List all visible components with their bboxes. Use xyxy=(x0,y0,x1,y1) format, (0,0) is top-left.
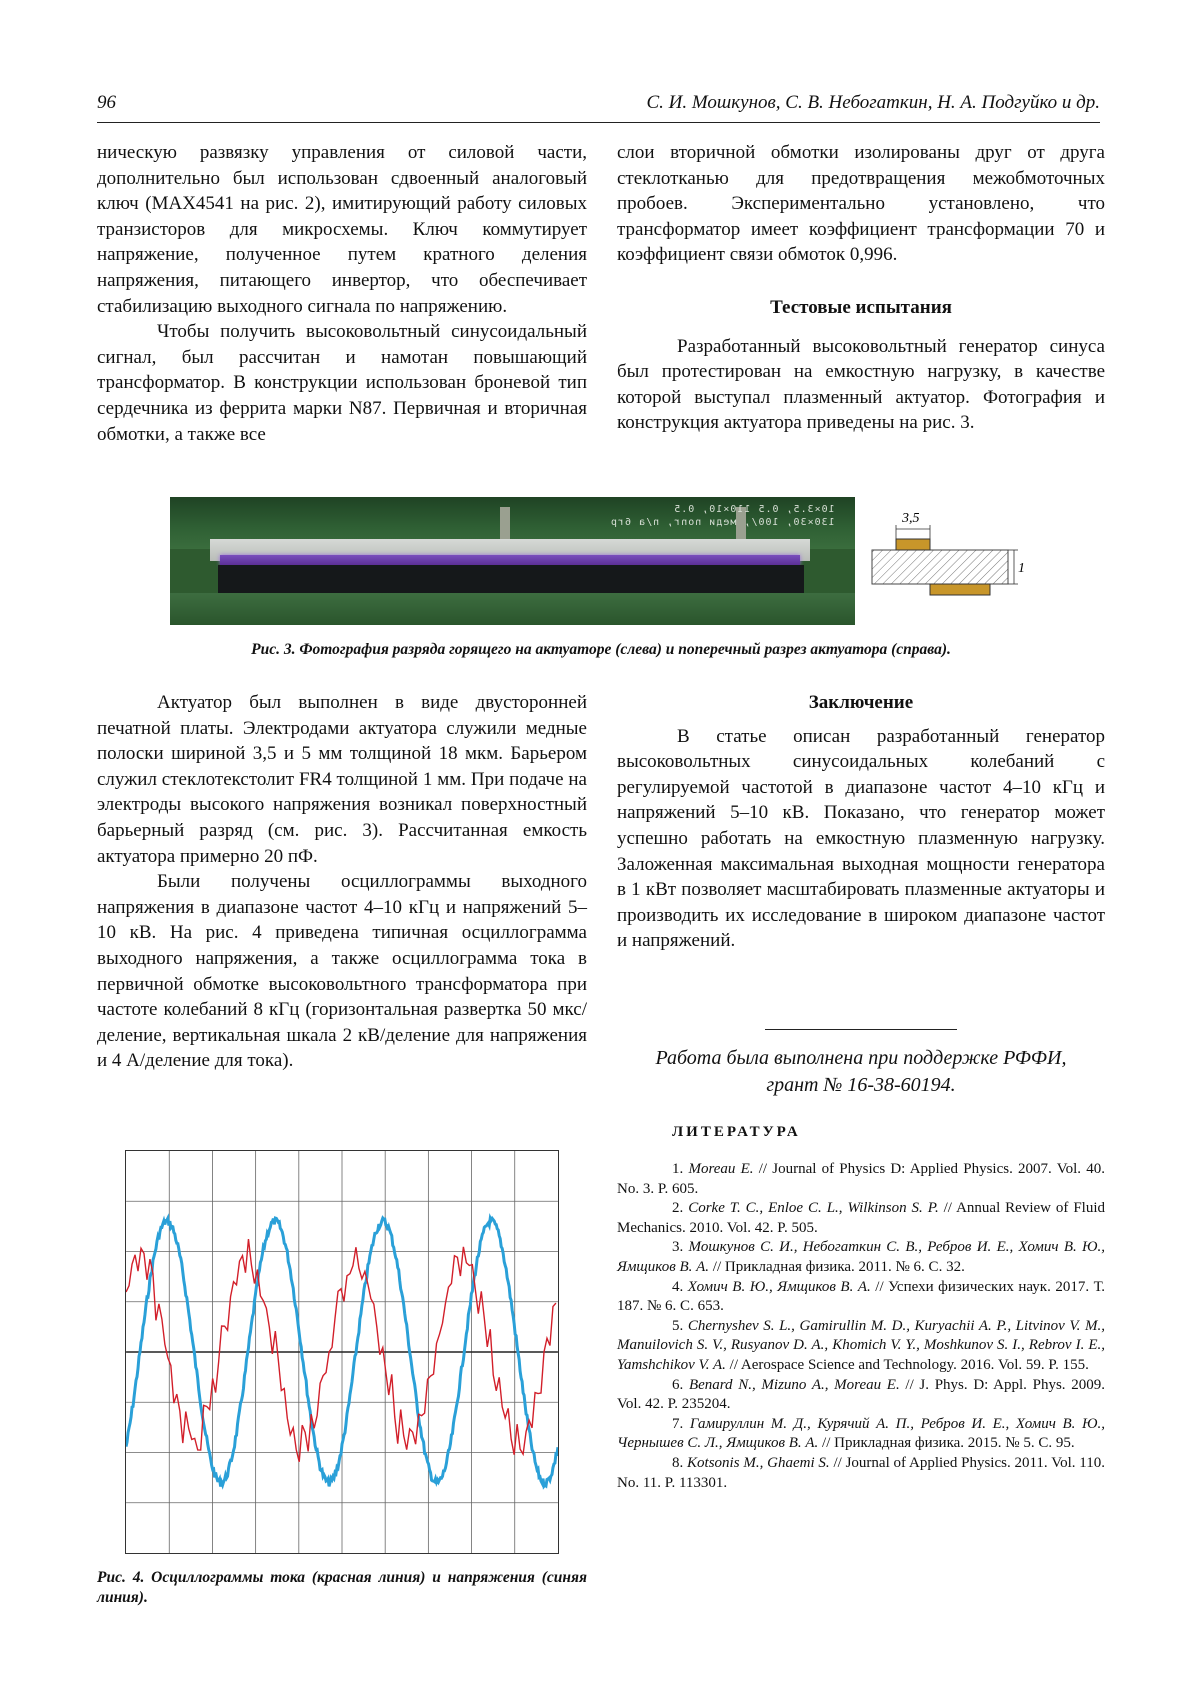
reference-source: // Journal of Applied Physics. 2011. Vol. 110. No. 11. P. 113301. xyxy=(617,1454,1106,1491)
reference-authors: Kotsonis M., Ghaemi S. xyxy=(687,1454,830,1471)
width-dimension-label: 3,5 xyxy=(902,511,920,526)
section-title-conclusion: Заключение xyxy=(808,692,914,713)
pcb-silkscreen-text: 10×3.5, 0.5 110×10, 0.5 130×30, 100/, меди nonr, n/a 6rp xyxy=(610,504,835,528)
reference-item xyxy=(617,1160,1105,1199)
reference-source: // J. Phys. D: Appl. Phys. 2009. Vol. 42. P. 235204. xyxy=(617,1376,1105,1413)
oscillogram-plot xyxy=(125,1150,559,1554)
reference-source: // Aerospace Science and Technology. 2016. Vol. 59. P. 155. xyxy=(725,1356,1089,1373)
dielectric-barrier xyxy=(872,550,1008,584)
current-trace xyxy=(126,1239,556,1462)
reference-list xyxy=(617,1160,1105,1493)
reference-authors: Moreau E. xyxy=(688,1161,754,1177)
dark-gap xyxy=(218,565,804,593)
page-number: 96 xyxy=(97,92,116,113)
height-dimension-label: 1 xyxy=(1018,561,1025,576)
paragraph: Были получены осциллограммы выходного напряжения в диапазоне частот 4–10 кГц и напряжений 5–10 кВ. На рис. 4 приведена типичная осциллограмма выходного напряжения, а также осциллограмма тока в первичной обмотке высоковольтного трансформатора при частоте колебаний 8 кГц (горизонтальная развертка 50 мкс/деление, вертикальная шкала 2 кВ/деление для напряжения и 4 А/деление для тока). xyxy=(97,871,587,1072)
reference-authors: Мошкунов С. И., Небогаткин С. В., Ребров И. Е., Хомич В. Ю., Ямщиков В. А. xyxy=(617,1239,1105,1275)
right-column-lower xyxy=(617,690,1105,954)
pcb-bottom-band xyxy=(170,593,855,625)
left-column-upper xyxy=(97,140,587,447)
reference-source: // Annual Review of Fluid Mechanics. 2010. Vol. 42. P. 505. xyxy=(617,1200,1106,1236)
reference-number: 4. xyxy=(672,1278,688,1295)
reference-number: 8. xyxy=(672,1454,688,1471)
section-title-tests: Тестовые испытания xyxy=(770,296,952,318)
reference-source: // Прикладная физика. 2015. № 5. С. 95. xyxy=(818,1435,1075,1452)
paragraph: ническую развязку управления от силовой части, дополнительно был использован сдвоенный аналоговый ключ (MAX4541 на рис. 2), имитирующий работу силовых транзисторов для микросхемы. Ключ коммутирует напряжение, полученное путем кратного деления напряжения, питающего инвертор, что обеспечивает стабилизацию выходного сигнала по напряжению. xyxy=(97,142,587,317)
reference-number: 1. xyxy=(672,1161,689,1177)
reference-item xyxy=(617,1199,1105,1238)
reference-number: 3. xyxy=(672,1239,689,1256)
reference-number: 6. xyxy=(672,1376,689,1393)
header-rule xyxy=(97,122,1100,123)
oscillogram-grid xyxy=(126,1151,558,1553)
acknowledgement-rule xyxy=(765,1029,957,1030)
right-column-upper xyxy=(617,140,1105,436)
reference-authors: Benard N., Mizuno A., Moreau E. xyxy=(688,1376,900,1393)
reference-source: // Прикладная физика. 2011. № 6. С. 32. xyxy=(709,1258,965,1275)
reference-number: 5. xyxy=(672,1317,688,1334)
reference-item xyxy=(617,1278,1105,1317)
reference-item xyxy=(617,1376,1105,1415)
reference-number: 7. xyxy=(672,1415,690,1432)
reference-authors: Хомич В. Ю., Ямщиков В. А. xyxy=(687,1278,871,1295)
actuator-cross-section xyxy=(868,505,1028,613)
reference-item xyxy=(617,1415,1105,1454)
top-electrode xyxy=(896,539,930,550)
reference-item xyxy=(617,1238,1105,1277)
bottom-electrode xyxy=(930,584,990,595)
paragraph: Разработанный высоковольтный генератор синуса был протестирован на емкостную нагрузку, в качестве которой выступал плазменный актуатор. Фотография и конструкция актуатора приведены на рис. 3. xyxy=(617,335,1105,434)
reference-authors: Corke T. C., Enloe C. L., Wilkinson S. P. xyxy=(688,1200,939,1217)
reference-source: // Journal of Physics D: Applied Physics. 2007. Vol. 40. No. 3. P. 605. xyxy=(617,1161,1105,1197)
running-header-authors: С. И. Мошкунов, С. В. Небогаткин, Н. А. Подгуйко и др. xyxy=(646,92,1100,113)
reference-source: // Успехи физических наук. 2017. Т. 187. № 6. С. 653. xyxy=(617,1278,1106,1315)
literature-title: ЛИТЕРАТУРА xyxy=(672,1124,801,1140)
actuator-discharge-photo xyxy=(170,497,855,625)
left-column-lower xyxy=(97,690,587,1074)
acknowledgement: Работа была выполнена при поддержке РФФИ, грант № 16-38-60194. xyxy=(655,1047,1067,1096)
paragraph: Чтобы получить высоковольтный синусоидальный сигнал, был рассчитан и намотан повышающий трансформатор. В конструкции использован броневой тип сердечника из феррита марки N87. Первичная и вторичная обмотки, а также все xyxy=(97,321,587,445)
paragraph: слои вторичной обмотки изолированы друг от друга стеклотканью для предотвращения межобмоточных пробоев. Экспериментально установлено, что трансформатор имеет коэффициент трансформации 70 и коэффициент связи обмоток 0,996. xyxy=(617,142,1105,266)
figure3-caption: Рис. 3. Фотография разряда горящего на актуаторе (слева) и поперечный разрез актуатора (справа). xyxy=(251,641,951,658)
figure4-caption: Рис. 4. Осциллограммы тока (красная линия) и напряжения (синяя линия). xyxy=(97,1569,587,1606)
reference-number: 2. xyxy=(672,1200,689,1217)
plasma-discharge xyxy=(220,555,800,565)
paragraph: Актуатор был выполнен в виде двусторонней печатной платы. Электродами актуатора служили медные полоски шириной 3,5 и 5 мм толщиной 18 мкм. Барьером служил стеклотекстолит FR4 толщиной 1 мм. При подаче на электроды высокого напряжения возникал поверхностный барьерный разряд (см. рис. 3). Рассчитанная емкость актуатора примерно 20 пФ. xyxy=(97,692,587,867)
reference-authors: Chernyshev S. L., Gamirullin M. D., Kuryachii A. P., Litvinov V. M., Manuilovich S. V., Rusyanov D. A., Khomich V. Y., Moshkunov S. I., Rebrov I. E., Yamshchikov V. A. xyxy=(617,1317,1105,1373)
reference-authors: Гамируллин М. Д., Курячий А. П., Ребров И. Е., Хомич В. Ю., Чернышев С. Л., Ямщиков В. А. xyxy=(617,1415,1105,1452)
paragraph: В статье описан разработанный генератор высоковольтных синусоидальных колебаний с регулируемой частотой в диапазоне частот 4–10 кГц и напряжений 5–10 кВ. Показано, что генератор может успешно работать на емкостную плазменную нагрузку. Заложенная максимальная выходная мощности генератора в 1 кВт позволяет масштабировать плазменные актуаторы и производить их исследование в широком диапазоне частот и напряжений. xyxy=(617,725,1105,952)
reference-item xyxy=(617,1454,1105,1493)
reference-item xyxy=(617,1317,1105,1376)
